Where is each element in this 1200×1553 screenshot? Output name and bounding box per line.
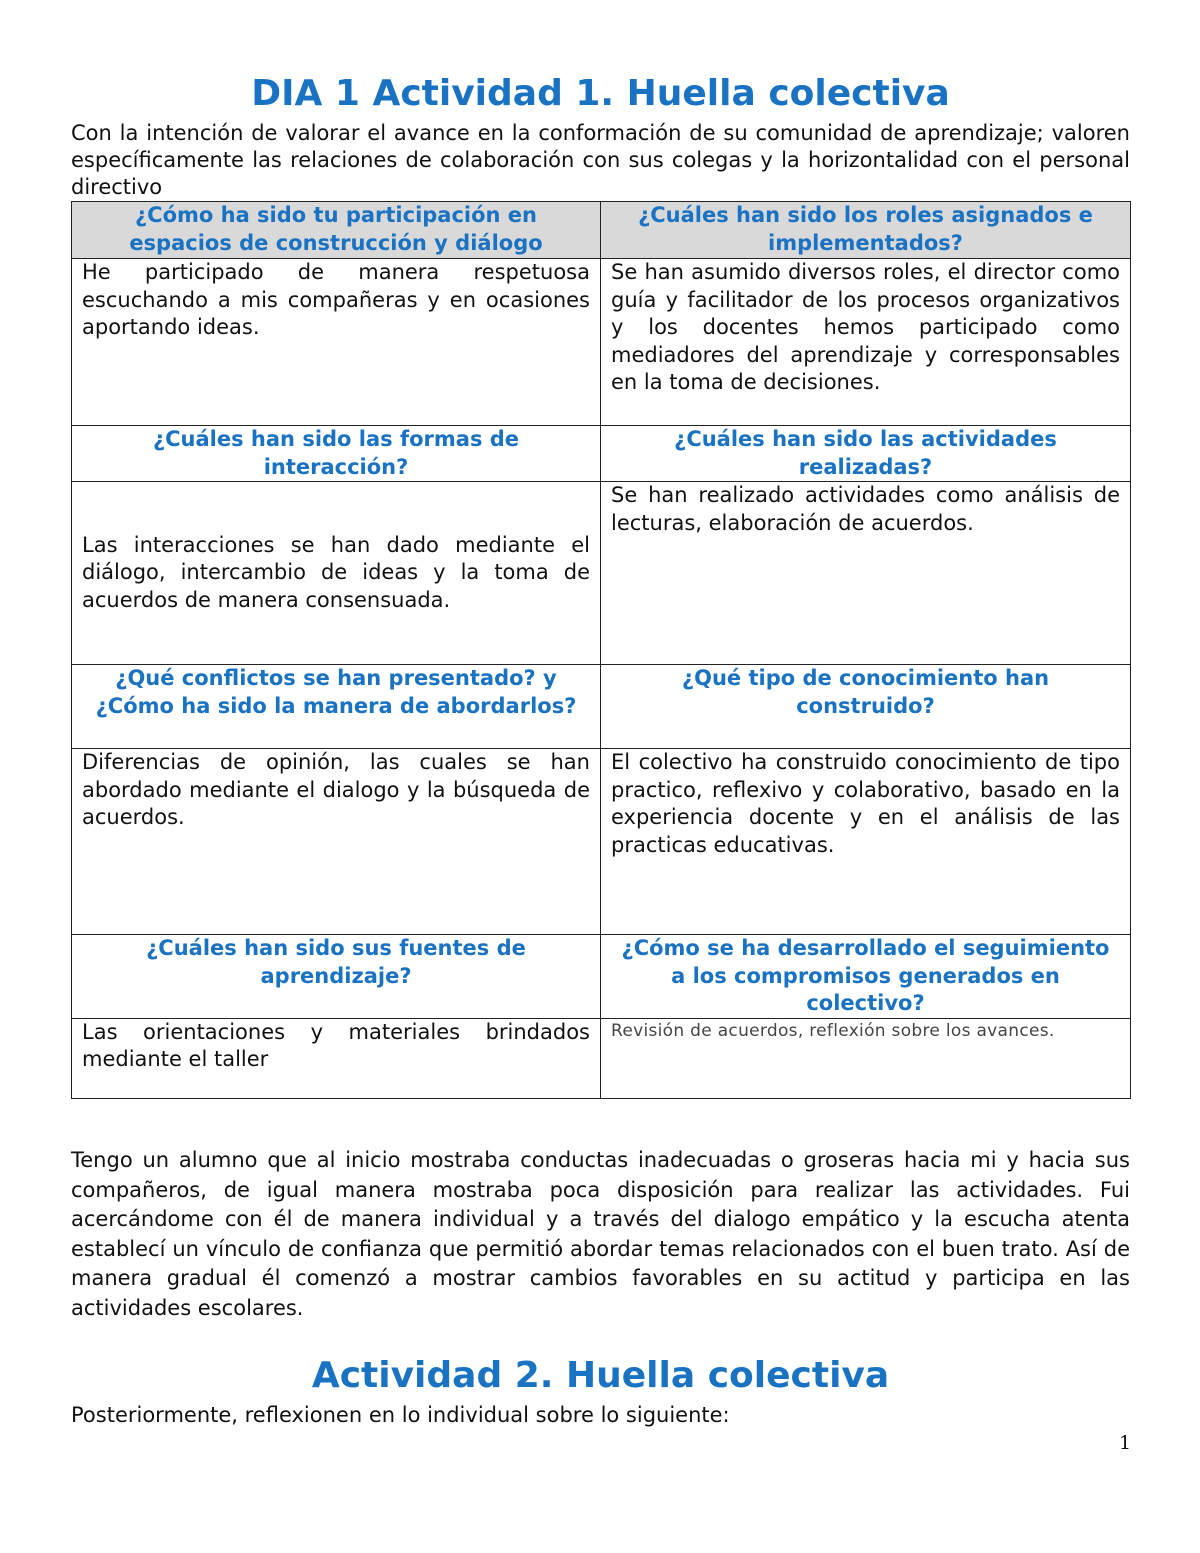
table-row [72, 1018, 1131, 1098]
question-participation: ¿Cómo ha sido tu participación en espacios de construcción y diálogo [72, 202, 601, 259]
table-row [72, 259, 1131, 426]
question-roles: ¿Cuáles han sido los roles asignados e implementados? [601, 202, 1131, 259]
table-row [72, 935, 1131, 1019]
instruction-text: Posteriormente, reflexionen en lo individual sobre lo siguiente: [71, 1403, 730, 1427]
page-number: 1 [1119, 1432, 1132, 1454]
table-row [72, 426, 1131, 482]
question-knowledge: ¿Qué tipo de conocimiento han construido? [601, 665, 1131, 749]
answer-activities: Se han realizado actividades como análisis de lecturas, elaboración de acuerdos. [601, 482, 1131, 665]
question-activities: ¿Cuáles han sido las actividades realizadas? [601, 426, 1131, 482]
answer-knowledge: El colectivo ha construido conocimiento de tipo practico, reflexivo y colaborativo, basado en la experiencia docente y en el análisis de las practicas educativas. [601, 749, 1131, 935]
table-row [72, 665, 1131, 749]
table-row [72, 482, 1131, 665]
activity-2-heading: Actividad 2. Huella colectiva [311, 1355, 890, 1396]
question-followup: ¿Cómo se ha desarrollado el seguimiento a los compromisos generados en colectivo? [601, 935, 1131, 1019]
question-interaction: ¿Cuáles han sido las formas de interacción? [72, 426, 601, 482]
answer-interaction: Las interacciones se han dado mediante el diálogo, intercambio de ideas y la toma de acuerdos de manera consensuada. [72, 482, 601, 665]
answer-sources: Las orientaciones y materiales brindados mediante el taller [72, 1018, 601, 1098]
activity-1-heading: DIA 1 Actividad 1. Huella colectiva [251, 73, 950, 114]
answer-participation: He participado de manera respetuosa escuchando a mis compañeras y en ocasiones aportando ideas. [72, 259, 601, 426]
table-row [72, 749, 1131, 935]
answer-followup: Revisión de acuerdos, reflexión sobre los avances. [601, 1018, 1131, 1098]
answer-roles: Se han asumido diversos roles, el director como guía y facilitador de los procesos organizativos y los docentes hemos participado como mediadores del aprendizaje y corresponsables en la toma de decisiones. [601, 259, 1131, 426]
reflection-paragraph: Tengo un alumno que al inicio mostraba conductas inadecuadas o groseras hacia mi y hacia sus compañeros, de igual manera mostraba poca disposición para realizar las actividades. Fui acercándome con él de manera individual y a través del dialogo empático y la escucha atenta establecí un vínculo de confianza que permitió abordar temas relacionados con el buen trato. Así de manera gradual él comenzó a mostrar cambios favorables en su actitud y participa en las actividades escolares. [71, 1148, 1130, 1320]
intro-paragraph: Con la intención de valorar el avance en la conformación de su comunidad de aprendizaje; valoren específicamente las relaciones de colaboración con sus colegas y la horizontalidad con el personal directivo [71, 121, 1130, 199]
table-row [72, 202, 1131, 259]
question-sources: ¿Cuáles han sido sus fuentes de aprendizaje? [72, 935, 601, 1019]
question-conflicts: ¿Qué conflictos se han presentado? y ¿Cómo ha sido la manera de abordarlos? [72, 665, 601, 749]
answer-conflicts: Diferencias de opinión, las cuales se han abordado mediante el dialogo y la búsqueda de acuerdos. [72, 749, 601, 935]
reflection-table [71, 201, 1131, 1099]
